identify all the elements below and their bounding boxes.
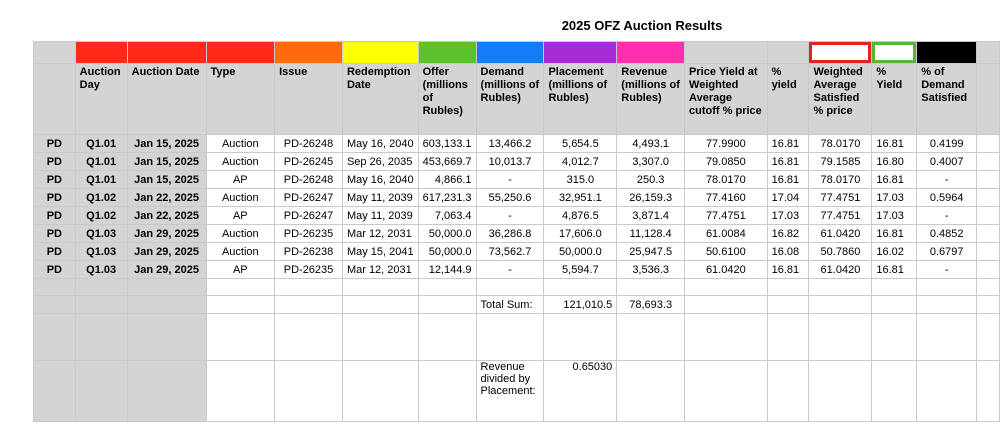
auction-day-cell[interactable]: Q1.01 — [75, 135, 127, 153]
table-row — [34, 207, 1000, 225]
table-row — [34, 243, 1000, 261]
header-weighted-average[interactable]: Weighted Average Satisfied % price — [809, 64, 872, 135]
price-yield-cell[interactable]: 78.0170 — [685, 171, 768, 189]
pct-demand-cell[interactable]: - — [917, 171, 977, 189]
row-tag[interactable]: PD — [34, 207, 76, 225]
offer-cell[interactable]: 617,231.3 — [418, 189, 476, 207]
empty-cell[interactable] — [34, 361, 76, 422]
pct-yield-2-cell[interactable]: 17.03 — [872, 207, 917, 225]
demand-cell[interactable]: - — [476, 207, 544, 225]
pct-yield-2-cell[interactable]: 16.81 — [872, 225, 917, 243]
issue-cell[interactable]: PD-26247 — [275, 189, 343, 207]
table-row — [34, 314, 1000, 361]
pct-yield-2-cell[interactable]: 16.81 — [872, 261, 917, 279]
pct-yield-2-cell[interactable]: 16.80 — [872, 153, 917, 171]
empty-header-cell[interactable] — [977, 42, 1000, 64]
demand-cell[interactable]: 36,286.8 — [476, 225, 544, 243]
header-auction-date[interactable]: Auction Date — [127, 64, 206, 135]
revenue-ratio-label[interactable]: Revenue divided by Placement: — [476, 361, 544, 422]
empty-cell[interactable] — [809, 361, 872, 422]
table-row — [34, 171, 1000, 189]
weighted-average-cell[interactable]: 79.1585 — [809, 153, 872, 171]
empty-cell[interactable] — [75, 314, 127, 361]
header-placement[interactable]: Placement (millions of Rubles) — [544, 64, 617, 135]
header-redemption-date[interactable]: Redemption Date — [342, 64, 418, 135]
row-tag[interactable]: PD — [34, 261, 76, 279]
price-yield-cell[interactable]: 77.4751 — [685, 207, 768, 225]
auction-date-cell[interactable]: Jan 15, 2025 — [127, 153, 206, 171]
pct-demand-cell[interactable]: 0.4007 — [917, 153, 977, 171]
color-swatch-pink[interactable] — [617, 42, 685, 64]
offer-cell[interactable]: 7,063.4 — [418, 207, 476, 225]
empty-cell[interactable] — [809, 296, 872, 314]
column-header-row — [34, 64, 1000, 135]
pct-yield-2-cell[interactable]: 16.81 — [872, 135, 917, 153]
empty-cell[interactable] — [685, 361, 768, 422]
empty-cell[interactable] — [977, 314, 1000, 361]
placement-cell[interactable]: 4,876.5 — [544, 207, 617, 225]
sheet-title: 2025 OFZ Auction Results — [561, 18, 723, 33]
demand-cell[interactable]: 13,466.2 — [476, 135, 544, 153]
empty-cell[interactable] — [127, 314, 206, 361]
weighted-average-cell[interactable]: 61.0420 — [809, 225, 872, 243]
header-offer[interactable]: Offer (millions of Rubles) — [418, 64, 476, 135]
redemption-cell[interactable]: May 16, 2040 — [342, 171, 418, 189]
table-row — [34, 361, 1000, 422]
color-swatch-blue[interactable] — [476, 42, 544, 64]
empty-cell[interactable] — [342, 361, 418, 422]
empty-cell[interactable] — [917, 361, 977, 422]
color-swatch-red[interactable] — [206, 42, 275, 64]
empty-cell[interactable] — [617, 361, 685, 422]
issue-cell[interactable]: PD-26238 — [275, 243, 343, 261]
type-cell[interactable]: AP — [206, 207, 275, 225]
empty-cell[interactable] — [977, 243, 1000, 261]
color-swatch-red[interactable] — [127, 42, 206, 64]
empty-cell[interactable] — [342, 296, 418, 314]
auction-date-cell[interactable]: Jan 29, 2025 — [127, 225, 206, 243]
empty-cell[interactable] — [206, 296, 275, 314]
color-band-row — [34, 42, 1000, 64]
empty-cell[interactable] — [34, 314, 76, 361]
row-tag[interactable]: PD — [34, 225, 76, 243]
revenue-cell[interactable]: 4,493.1 — [617, 135, 685, 153]
weighted-average-cell[interactable]: 77.4751 — [809, 189, 872, 207]
header-cell[interactable] — [977, 64, 1000, 135]
price-yield-cell[interactable]: 61.0420 — [685, 261, 768, 279]
type-cell[interactable]: Auction — [206, 225, 275, 243]
empty-cell[interactable] — [617, 279, 685, 296]
empty-cell[interactable] — [767, 296, 809, 314]
row-tag[interactable]: PD — [34, 171, 76, 189]
empty-cell[interactable] — [275, 361, 343, 422]
auction-day-cell[interactable]: Q1.02 — [75, 207, 127, 225]
pct-demand-cell[interactable]: 0.6797 — [917, 243, 977, 261]
demand-cell[interactable]: 73,562.7 — [476, 243, 544, 261]
table-row — [34, 135, 1000, 153]
empty-cell[interactable] — [917, 314, 977, 361]
empty-cell[interactable] — [75, 361, 127, 422]
color-swatch-red[interactable] — [75, 42, 127, 64]
red-outlined-cell[interactable] — [809, 42, 872, 64]
auction-date-cell[interactable]: Jan 15, 2025 — [127, 171, 206, 189]
table-row — [34, 261, 1000, 279]
auction-day-cell[interactable]: Q1.03 — [75, 243, 127, 261]
type-cell[interactable]: AP — [206, 171, 275, 189]
price-yield-cell[interactable]: 79.0850 — [685, 153, 768, 171]
price-yield-cell[interactable]: 77.9900 — [685, 135, 768, 153]
pct-yield-cell[interactable]: 16.82 — [767, 225, 809, 243]
empty-cell[interactable] — [977, 279, 1000, 296]
weighted-average-cell[interactable]: 50.7860 — [809, 243, 872, 261]
green-outlined-cell[interactable] — [872, 42, 917, 64]
placement-cell[interactable]: 5,594.7 — [544, 261, 617, 279]
empty-cell[interactable] — [476, 279, 544, 296]
empty-cell[interactable] — [809, 279, 872, 296]
offer-cell[interactable]: 4,866.1 — [418, 171, 476, 189]
row-tag[interactable]: PD — [34, 189, 76, 207]
empty-cell[interactable] — [872, 361, 917, 422]
empty-cell[interactable] — [767, 361, 809, 422]
empty-cell[interactable] — [476, 314, 544, 361]
offer-cell[interactable]: 12,144.9 — [418, 261, 476, 279]
weighted-average-cell[interactable]: 78.0170 — [809, 171, 872, 189]
header-type[interactable]: Type — [206, 64, 275, 135]
empty-cell[interactable] — [917, 279, 977, 296]
empty-cell[interactable] — [872, 279, 917, 296]
table-row — [34, 189, 1000, 207]
price-yield-cell[interactable]: 50.6100 — [685, 243, 768, 261]
header-price-yield[interactable]: Price Yield at Weighted Average cutoff % price — [685, 64, 768, 135]
empty-cell[interactable] — [206, 314, 275, 361]
issue-cell[interactable]: PD-26235 — [275, 225, 343, 243]
empty-cell[interactable] — [977, 207, 1000, 225]
pct-demand-cell[interactable]: 0.4852 — [917, 225, 977, 243]
offer-cell[interactable]: 50,000.0 — [418, 243, 476, 261]
revenue-cell[interactable]: 3,536.3 — [617, 261, 685, 279]
empty-cell[interactable] — [206, 279, 275, 296]
pct-yield-cell[interactable]: 17.03 — [767, 207, 809, 225]
redemption-cell[interactable]: May 15, 2041 — [342, 243, 418, 261]
row-tag[interactable]: PD — [34, 153, 76, 171]
color-swatch-yellow[interactable] — [342, 42, 418, 64]
pct-yield-cell[interactable]: 16.08 — [767, 243, 809, 261]
empty-cell[interactable] — [127, 279, 206, 296]
empty-cell[interactable] — [418, 361, 476, 422]
empty-cell[interactable] — [685, 314, 768, 361]
revenue-cell[interactable]: 3,871.4 — [617, 207, 685, 225]
redemption-cell[interactable]: Sep 26, 2035 — [342, 153, 418, 171]
table-row — [34, 279, 1000, 296]
pct-yield-cell[interactable]: 16.81 — [767, 153, 809, 171]
placement-cell[interactable]: 5,654.5 — [544, 135, 617, 153]
empty-cell[interactable] — [127, 296, 206, 314]
empty-cell[interactable] — [206, 361, 275, 422]
color-swatch-green[interactable] — [418, 42, 476, 64]
revenue-cell[interactable]: 11,128.4 — [617, 225, 685, 243]
issue-cell[interactable]: PD-26248 — [275, 171, 343, 189]
table-row — [34, 153, 1000, 171]
auction-date-cell[interactable]: Jan 15, 2025 — [127, 135, 206, 153]
redemption-cell[interactable]: May 11, 2039 — [342, 207, 418, 225]
empty-cell[interactable] — [275, 314, 343, 361]
pct-yield-cell[interactable]: 16.81 — [767, 171, 809, 189]
auction-day-cell[interactable]: Q1.02 — [75, 189, 127, 207]
revenue-cell[interactable]: 25,947.5 — [617, 243, 685, 261]
pct-yield-2-cell[interactable]: 17.03 — [872, 189, 917, 207]
redemption-cell[interactable]: Mar 12, 2031 — [342, 261, 418, 279]
demand-cell[interactable]: 55,250.6 — [476, 189, 544, 207]
header-pct-demand[interactable]: % of Demand Satisfied — [917, 64, 977, 135]
pct-demand-cell[interactable]: - — [917, 207, 977, 225]
total-sum-label[interactable]: Total Sum: — [476, 296, 544, 314]
offer-cell[interactable]: 603,133.1 — [418, 135, 476, 153]
total-revenue-cell[interactable]: 78,693.3 — [617, 296, 685, 314]
empty-cell[interactable] — [342, 314, 418, 361]
empty-cell[interactable] — [977, 189, 1000, 207]
revenue-cell[interactable]: 3,307.0 — [617, 153, 685, 171]
empty-cell[interactable] — [75, 279, 127, 296]
empty-cell[interactable] — [977, 171, 1000, 189]
offer-cell[interactable]: 50,000.0 — [418, 225, 476, 243]
header-pct-yield[interactable]: % yield — [767, 64, 809, 135]
empty-cell[interactable] — [977, 135, 1000, 153]
price-yield-cell[interactable]: 77.4160 — [685, 189, 768, 207]
header-auction-day[interactable]: Auction Day — [75, 64, 127, 135]
revenue-ratio-value[interactable]: 0.65030 — [544, 361, 617, 422]
type-cell[interactable]: Auction — [206, 189, 275, 207]
empty-cell[interactable] — [977, 361, 1000, 422]
redemption-cell[interactable]: May 11, 2039 — [342, 189, 418, 207]
empty-cell[interactable] — [418, 279, 476, 296]
pct-demand-cell[interactable]: 0.4199 — [917, 135, 977, 153]
empty-cell[interactable] — [275, 279, 343, 296]
empty-cell[interactable] — [809, 314, 872, 361]
placement-cell[interactable]: 4,012.7 — [544, 153, 617, 171]
type-cell[interactable]: Auction — [206, 135, 275, 153]
auction-date-cell[interactable]: Jan 22, 2025 — [127, 207, 206, 225]
auction-date-cell[interactable]: Jan 22, 2025 — [127, 189, 206, 207]
empty-cell[interactable] — [767, 279, 809, 296]
empty-cell[interactable] — [418, 296, 476, 314]
pct-demand-cell[interactable]: 0.5964 — [917, 189, 977, 207]
auction-date-cell[interactable]: Jan 29, 2025 — [127, 261, 206, 279]
placement-cell[interactable]: 50,000.0 — [544, 243, 617, 261]
demand-cell[interactable]: - — [476, 171, 544, 189]
empty-cell[interactable] — [977, 225, 1000, 243]
pct-demand-cell[interactable]: - — [917, 261, 977, 279]
table-row — [34, 225, 1000, 243]
color-swatch-purple[interactable] — [544, 42, 617, 64]
table-row — [34, 296, 1000, 314]
redemption-cell[interactable]: Mar 12, 2031 — [342, 225, 418, 243]
header-revenue[interactable]: Revenue (millions of Rubles) — [617, 64, 685, 135]
pct-yield-cell[interactable]: 16.81 — [767, 135, 809, 153]
empty-cell[interactable] — [342, 279, 418, 296]
demand-cell[interactable]: - — [476, 261, 544, 279]
empty-cell[interactable] — [872, 296, 917, 314]
price-yield-cell[interactable]: 61.0084 — [685, 225, 768, 243]
empty-cell[interactable] — [418, 314, 476, 361]
empty-cell[interactable] — [544, 279, 617, 296]
type-cell[interactable]: Auction — [206, 153, 275, 171]
empty-header-cell[interactable] — [767, 42, 809, 64]
weighted-average-cell[interactable]: 77.4751 — [809, 207, 872, 225]
empty-cell[interactable] — [977, 153, 1000, 171]
empty-cell[interactable] — [127, 361, 206, 422]
empty-cell[interactable] — [34, 296, 76, 314]
header-cell[interactable] — [34, 64, 76, 135]
issue-cell[interactable]: PD-26245 — [275, 153, 343, 171]
offer-cell[interactable]: 453,669.7 — [418, 153, 476, 171]
auction-day-cell[interactable]: Q1.03 — [75, 261, 127, 279]
empty-header-cell[interactable] — [685, 42, 768, 64]
pct-yield-2-cell[interactable]: 16.02 — [872, 243, 917, 261]
header-pct-yield-2[interactable]: % Yield — [872, 64, 917, 135]
type-cell[interactable]: Auction — [206, 243, 275, 261]
empty-cell[interactable] — [872, 314, 917, 361]
corner-cell[interactable] — [34, 42, 76, 64]
empty-cell[interactable] — [977, 296, 1000, 314]
revenue-cell[interactable]: 26,159.3 — [617, 189, 685, 207]
revenue-cell[interactable]: 250.3 — [617, 171, 685, 189]
auction-day-cell[interactable]: Q1.03 — [75, 225, 127, 243]
pct-yield-cell[interactable]: 17.04 — [767, 189, 809, 207]
color-swatch-orange[interactable] — [275, 42, 343, 64]
empty-cell[interactable] — [977, 261, 1000, 279]
issue-cell[interactable]: PD-26235 — [275, 261, 343, 279]
auction-results-table — [33, 41, 1000, 422]
empty-cell[interactable] — [75, 296, 127, 314]
pct-yield-cell[interactable]: 16.81 — [767, 261, 809, 279]
auction-day-cell[interactable]: Q1.01 — [75, 171, 127, 189]
empty-cell[interactable] — [917, 296, 977, 314]
empty-cell[interactable] — [617, 314, 685, 361]
color-swatch-black[interactable] — [917, 42, 977, 64]
type-cell[interactable]: AP — [206, 261, 275, 279]
placement-cell[interactable]: 17,606.0 — [544, 225, 617, 243]
empty-cell[interactable] — [767, 314, 809, 361]
empty-cell[interactable] — [685, 296, 768, 314]
weighted-average-cell[interactable]: 61.0420 — [809, 261, 872, 279]
empty-cell[interactable] — [544, 314, 617, 361]
placement-cell[interactable]: 315.0 — [544, 171, 617, 189]
empty-cell[interactable] — [275, 296, 343, 314]
empty-cell[interactable] — [685, 279, 768, 296]
weighted-average-cell[interactable]: 78.0170 — [809, 135, 872, 153]
issue-cell[interactable]: PD-26248 — [275, 135, 343, 153]
row-tag[interactable]: PD — [34, 135, 76, 153]
header-demand[interactable]: Demand (millions of Rubles) — [476, 64, 544, 135]
auction-day-cell[interactable]: Q1.01 — [75, 153, 127, 171]
issue-cell[interactable]: PD-26247 — [275, 207, 343, 225]
total-placement-cell[interactable]: 121,010.5 — [544, 296, 617, 314]
row-tag[interactable]: PD — [34, 243, 76, 261]
auction-date-cell[interactable]: Jan 29, 2025 — [127, 243, 206, 261]
redemption-cell[interactable]: May 16, 2040 — [342, 135, 418, 153]
demand-cell[interactable]: 10,013.7 — [476, 153, 544, 171]
pct-yield-2-cell[interactable]: 16.81 — [872, 171, 917, 189]
header-issue[interactable]: Issue — [275, 64, 343, 135]
placement-cell[interactable]: 32,951.1 — [544, 189, 617, 207]
empty-cell[interactable] — [34, 279, 76, 296]
